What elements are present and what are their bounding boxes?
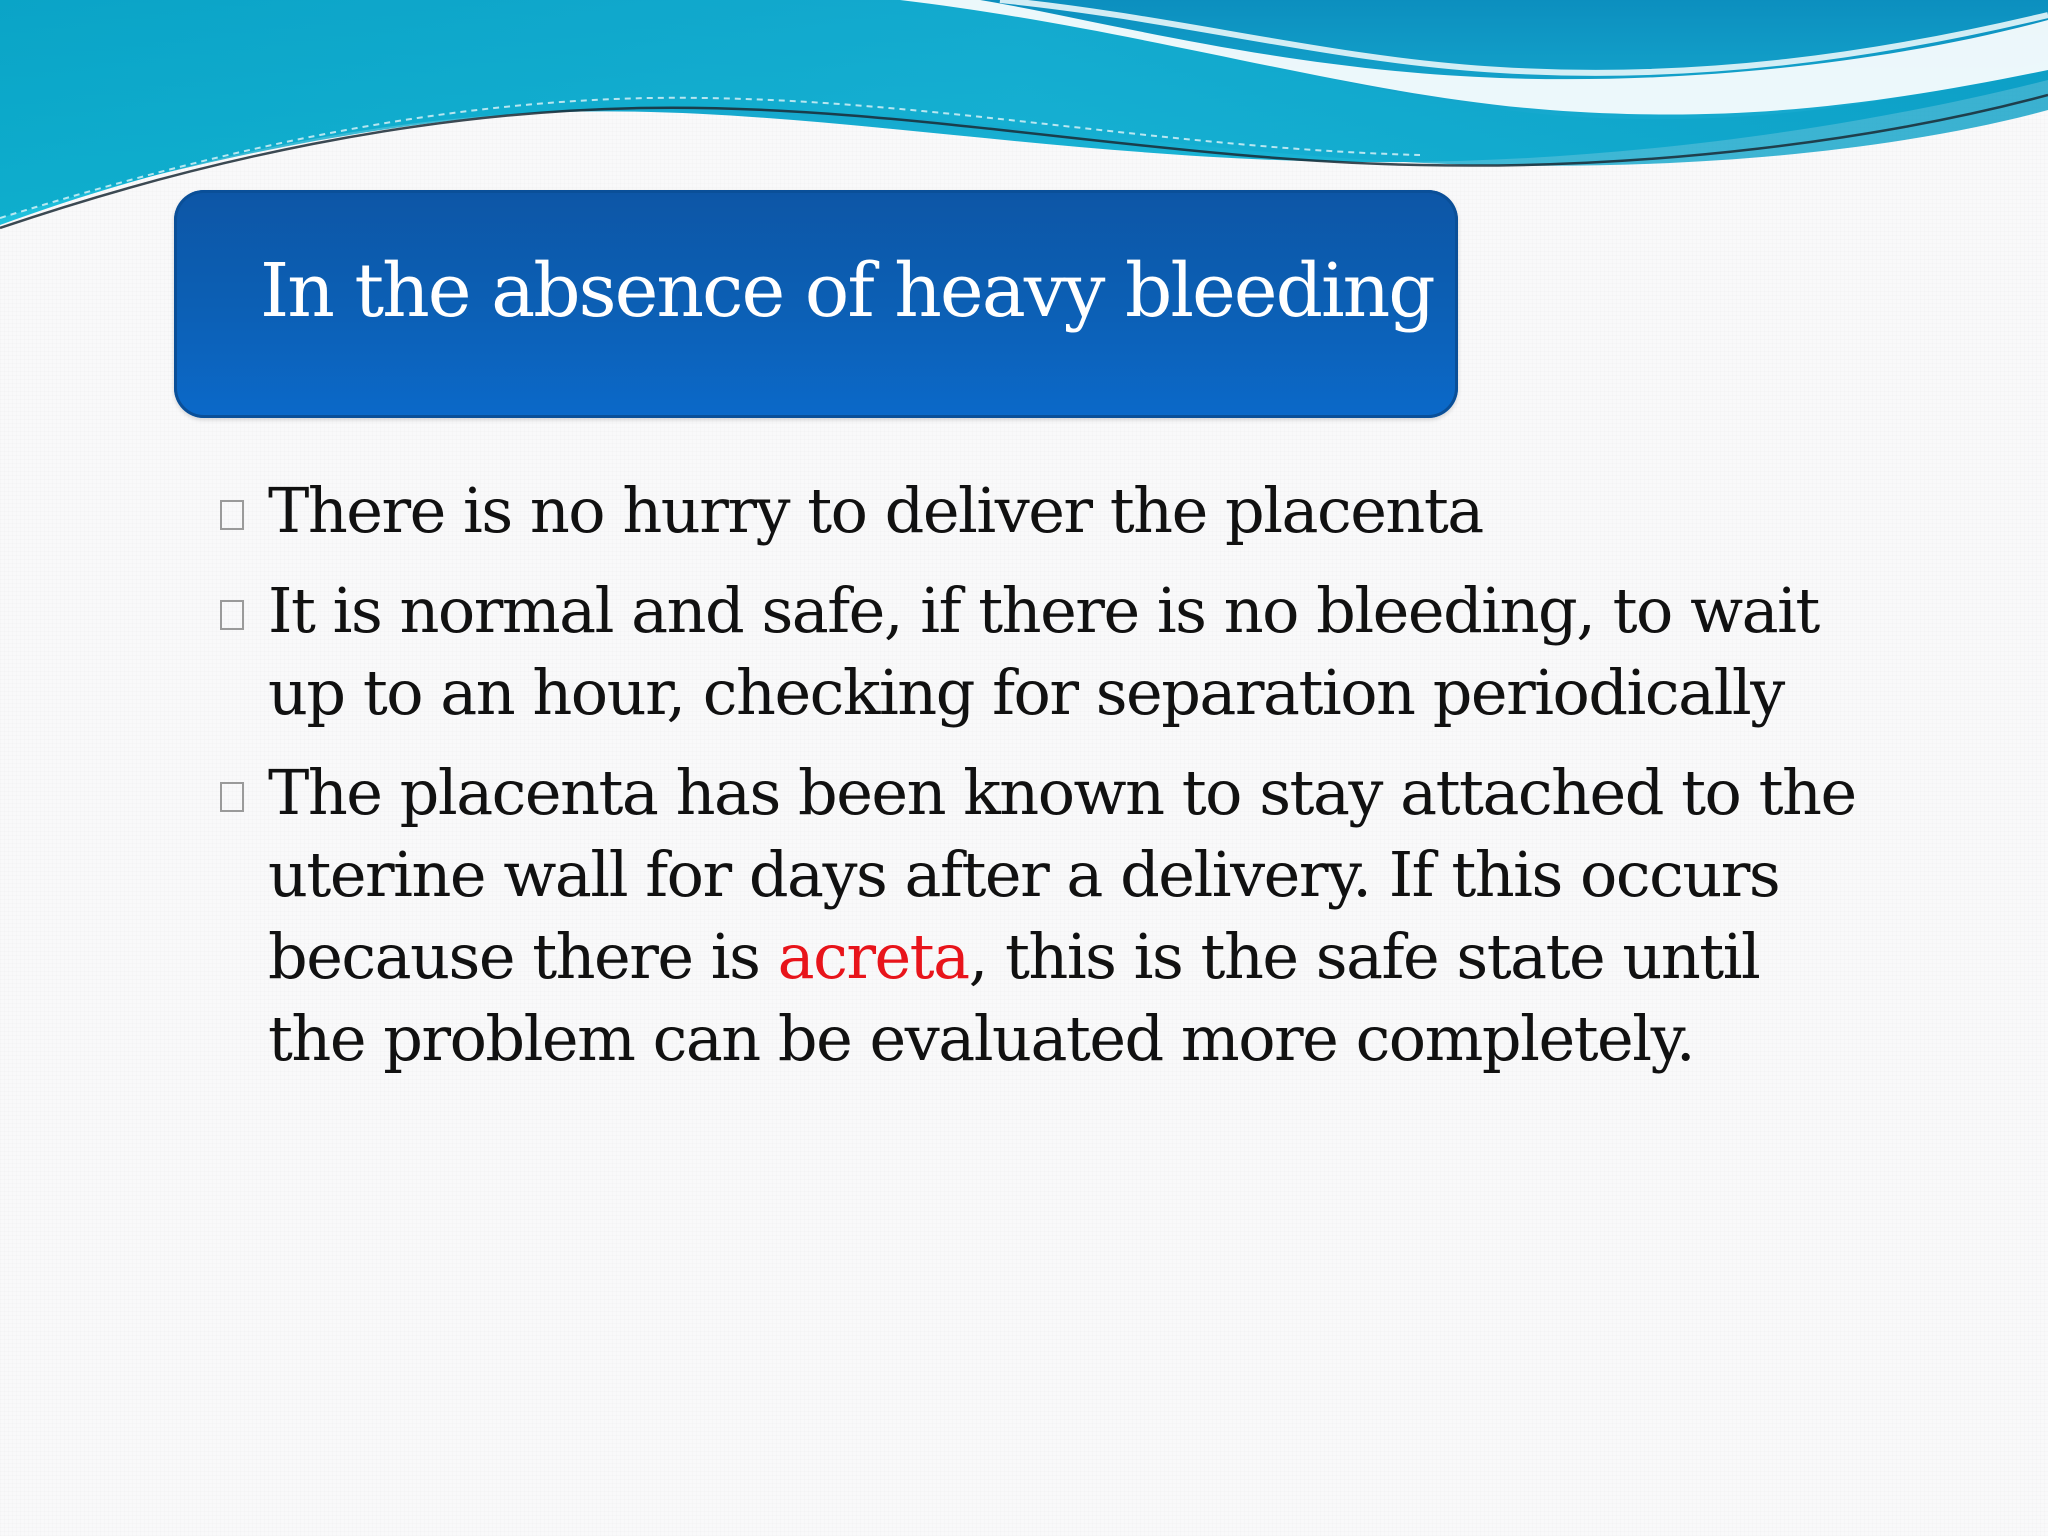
bullet-square-icon bbox=[220, 600, 244, 630]
highlight-term: acreta bbox=[777, 920, 969, 993]
title-banner bbox=[174, 190, 1458, 418]
bullet-item bbox=[216, 570, 1856, 734]
bullet-item bbox=[216, 470, 1856, 552]
bullet-text-end: , this is the safe state until the problem can be evaluated more completely. bbox=[268, 920, 1760, 1075]
bullet-text: It is normal and safe, if there is no bleeding, to wait up to an hour, checking for separation periodically bbox=[268, 574, 1819, 729]
bullet-text-start: The placenta has been known to stay attached to the uterine wall for days after a delivery. If this occurs because there is bbox=[268, 756, 1856, 993]
bullet-square-icon bbox=[220, 782, 244, 812]
slide-title: In the absence of heavy bleeding bbox=[260, 248, 1434, 334]
bullet-square-icon bbox=[220, 500, 244, 530]
bullet-list bbox=[216, 470, 1856, 1098]
bullet-item bbox=[216, 752, 1856, 1080]
bullet-text: There is no hurry to deliver the placenta bbox=[268, 474, 1483, 547]
